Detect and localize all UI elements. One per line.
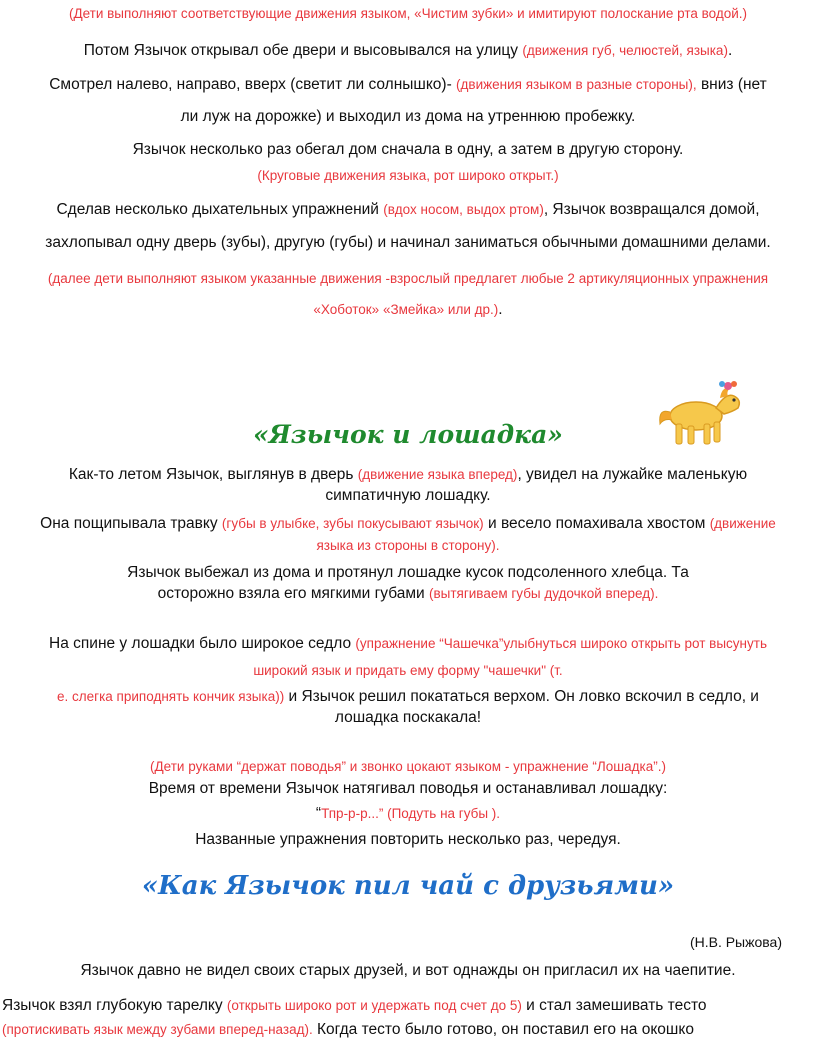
tea-p2: Язычок взял глубокую тарелку (открыть широко рот и удержать под счет до 5) и стал замешивать тесто xyxy=(2,997,707,1014)
intro-line-7: Сделав несколько дыхательных упражнений (вдох носом, выдох ртом), Язычок возвращался домой, xyxy=(56,201,760,218)
tea-p1: Язычок давно не видел своих старых друзей, и вот однажды он пригласил их на чаепитие. xyxy=(80,962,736,979)
horse-p2-line2: языка из стороны в сторону). xyxy=(316,538,500,553)
horse-p1-line2: симпатичную лошадку. xyxy=(325,487,491,504)
horse-p2-line1: Она пощипывала травку (губы в улыбке, зубы покусывают язычок) и весело помахивала хвостом (движение xyxy=(40,515,776,532)
intro-line-1: (Дети выполняют соответствующие движения языком, «Чистим зубки» и имитируют полоскание рта водой.) xyxy=(68,6,748,21)
horse-p5: (Дети руками “держат поводья” и звонко цокают языком - упражнение “Лошадка”.) xyxy=(150,759,666,774)
horse-p4-line2: широкий язык и придать ему форму "чашечки" (т. xyxy=(253,663,563,678)
horse-p6: Время от времени Язычок натягивал поводья и останавливал лошадку: xyxy=(148,780,668,797)
tea-author: (Н.В. Рыжова) xyxy=(689,934,782,950)
intro-line-5: Язычок несколько раз обегал дом сначала в одну, а затем в другую сторону. xyxy=(132,141,684,158)
horse-section-title: «Язычок и лошадка» xyxy=(253,420,563,449)
intro-line-6: (Круговые движения языка, рот широко открыт.) xyxy=(257,168,559,183)
tea-section-title: «Как Язычок пил чай с друзьями» xyxy=(141,871,675,901)
horse-p4-line1: На спине у лошадки было широкое седло (упражнение “Чашечка”улыбнуться широко открыть рот высунуть xyxy=(49,635,767,652)
tea-p3: (протискивать язык между зубами вперед-назад). Когда тесто было готово, он поставил его на окошко xyxy=(2,1021,694,1038)
intro-line-2: Потом Язычок открывал обе двери и высовывался на улицу (движения губ, челюстей, языка). xyxy=(83,42,733,59)
intro-line-9: (далее дети выполняют языком указанные движения -взрослый предлагет любые 2 артикуляционных упражнения xyxy=(47,271,769,286)
horse-p1-line1: Как-то летом Язычок, выглянув в дверь (движение языка вперед), увидел на лужайке маленькую xyxy=(68,466,748,483)
intro-line-4: ли луж на дорожке) и выходил из дома на утреннюю пробежку. xyxy=(180,108,636,125)
intro-line-8: захлопывал одну дверь (зубы), другую (губы) и начинал заниматься обычными домашними делами. xyxy=(45,234,771,251)
horse-p4-line4: лошадка поскакала! xyxy=(334,709,482,726)
horse-p7: “Тпр-р-р...” (Подуть на губы ). xyxy=(315,805,501,822)
horse-p3-line1: Язычок выбежал из дома и протянул лошадке кусок подсоленного хлебца. Та xyxy=(127,564,689,581)
horse-p4-line3: е. слегка приподнять кончик языка)) и Язычок решил покататься верхом. Он ловко вскочил в седло, и xyxy=(57,688,759,705)
intro-line-10: «Хоботок» «Змейка» или др.). xyxy=(313,301,503,318)
horse-p3-line2: осторожно взяла его мягкими губами (вытягиваем губы дудочкой вперед). xyxy=(157,585,659,602)
horse-p8: Названные упражнения повторить несколько раз, чередуя. xyxy=(195,831,621,848)
intro-line-3: Смотрел налево, направо, вверх (светит ли солнышко)- (движения языком в разные стороны), вниз (нет xyxy=(49,76,767,93)
